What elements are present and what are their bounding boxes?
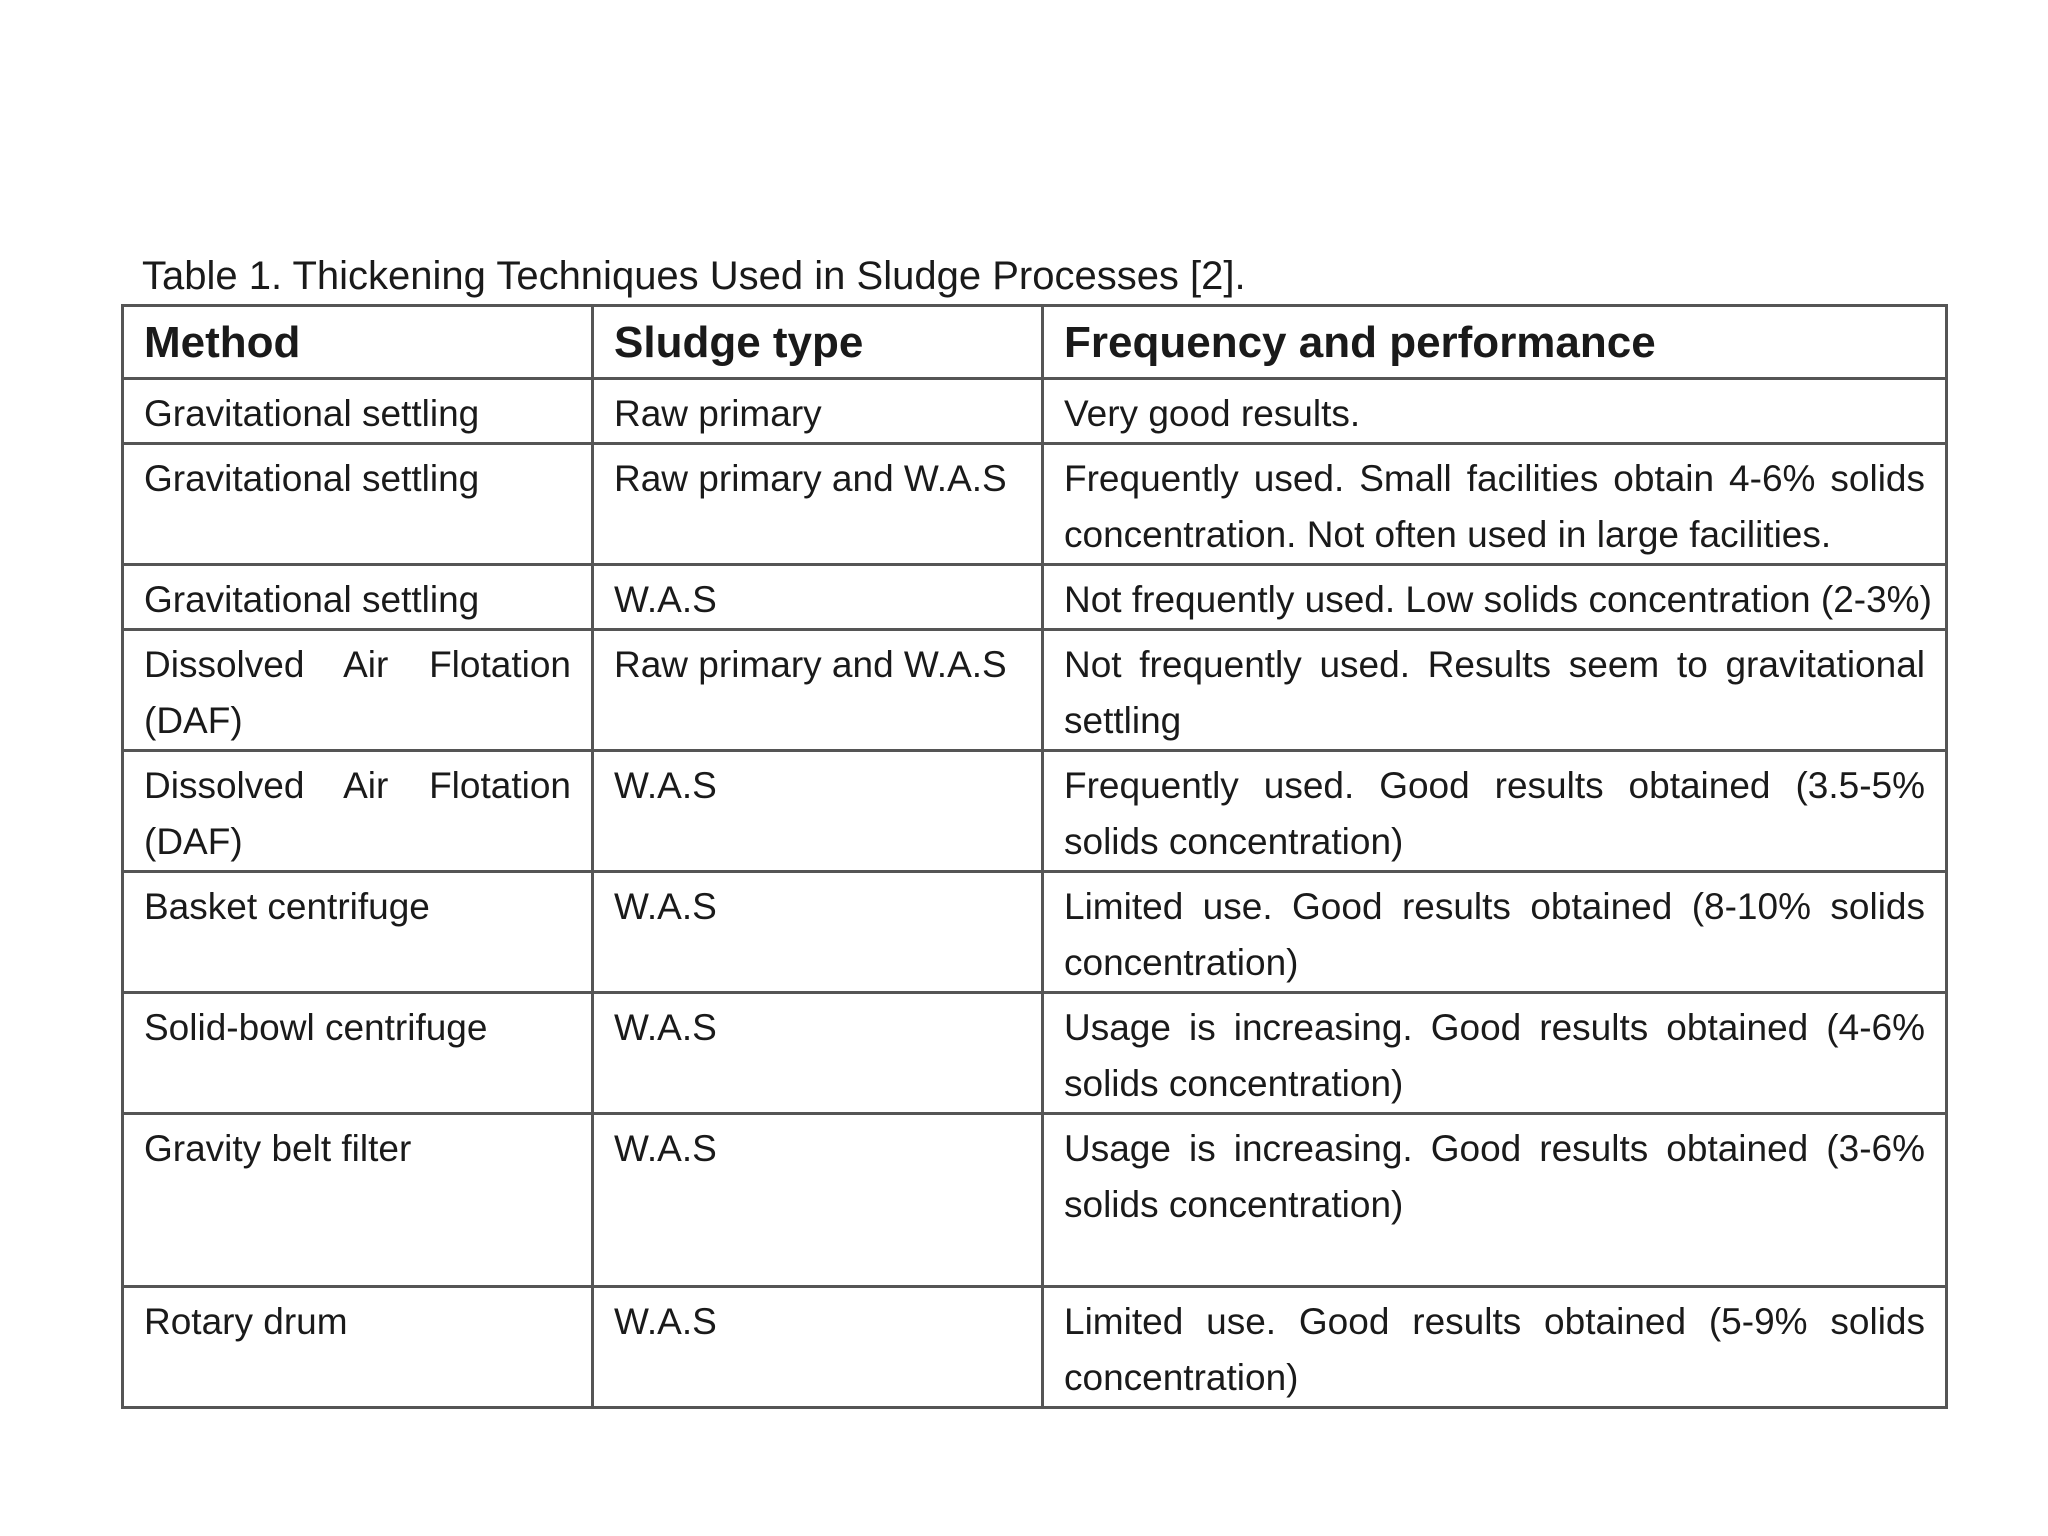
cell-method: Gravitational settling bbox=[123, 444, 593, 565]
table-row bbox=[123, 993, 1947, 1114]
cell-performance: Limited use. Good results obtained (5-9% solids concentration) bbox=[1043, 1287, 1947, 1408]
cell-performance: Frequently used. Small facilities obtain 4-6% solids concentration. Not often used in large facilities. bbox=[1043, 444, 1947, 565]
header-sludge-type: Sludge type bbox=[593, 306, 1043, 379]
table-row bbox=[123, 444, 1947, 565]
cell-performance: Not frequently used. Results seem to gravitational settling bbox=[1043, 630, 1947, 751]
table-row bbox=[123, 751, 1947, 872]
cell-performance: Limited use. Good results obtained (8-10% solids concentration) bbox=[1043, 872, 1947, 993]
table-row bbox=[123, 1114, 1947, 1287]
cell-method: Solid-bowl centrifuge bbox=[123, 993, 593, 1114]
table-caption: Table 1. Thickening Techniques Used in Sludge Processes [2]. bbox=[142, 254, 1246, 298]
cell-performance: Not frequently used. Low solids concentration (2-3%) bbox=[1043, 565, 1947, 630]
table-row bbox=[123, 565, 1947, 630]
cell-method: Rotary drum bbox=[123, 1287, 593, 1408]
cell-method: Gravity belt filter bbox=[123, 1114, 593, 1287]
header-method: Method bbox=[123, 306, 593, 379]
cell-performance: Usage is increasing. Good results obtained (4-6% solids concentration) bbox=[1043, 993, 1947, 1114]
header-frequency-performance: Frequency and performance bbox=[1043, 306, 1947, 379]
table-row bbox=[123, 379, 1947, 444]
cell-method: Basket centrifuge bbox=[123, 872, 593, 993]
cell-sludge-type: W.A.S bbox=[593, 565, 1043, 630]
cell-sludge-type: Raw primary bbox=[593, 379, 1043, 444]
cell-performance: Usage is increasing. Good results obtained (3-6% solids concentration) bbox=[1043, 1114, 1947, 1287]
cell-sludge-type: W.A.S bbox=[593, 872, 1043, 993]
cell-sludge-type: W.A.S bbox=[593, 1287, 1043, 1408]
cell-method: Dissolved Air Flotation (DAF) bbox=[123, 630, 593, 751]
cell-sludge-type: W.A.S bbox=[593, 1114, 1043, 1287]
cell-sludge-type: Raw primary and W.A.S bbox=[593, 630, 1043, 751]
cell-performance: Very good results. bbox=[1043, 379, 1947, 444]
cell-sludge-type: W.A.S bbox=[593, 751, 1043, 872]
cell-performance: Frequently used. Good results obtained (3.5-5% solids concentration) bbox=[1043, 751, 1947, 872]
thickening-techniques-table bbox=[121, 304, 1948, 1409]
cell-sludge-type: W.A.S bbox=[593, 993, 1043, 1114]
table-row bbox=[123, 872, 1947, 993]
table-row bbox=[123, 1287, 1947, 1408]
cell-sludge-type: Raw primary and W.A.S bbox=[593, 444, 1043, 565]
cell-method: Gravitational settling bbox=[123, 379, 593, 444]
table-header-row bbox=[123, 306, 1947, 379]
cell-method: Dissolved Air Flotation (DAF) bbox=[123, 751, 593, 872]
table-row bbox=[123, 630, 1947, 751]
cell-method: Gravitational settling bbox=[123, 565, 593, 630]
